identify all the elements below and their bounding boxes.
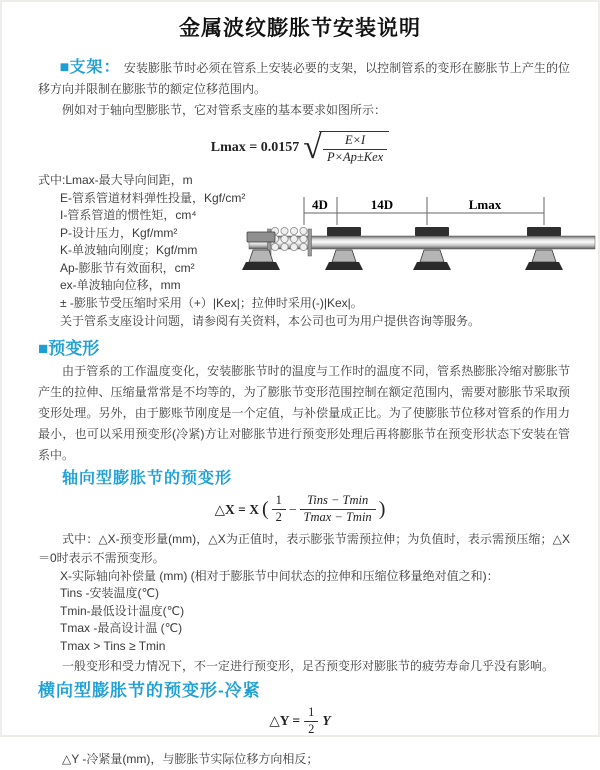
definition-item: Tins -安装温度(℃) <box>60 586 160 600</box>
fraction-numerator: 1 <box>304 705 318 722</box>
fraction-numerator: 1 <box>272 493 286 510</box>
support-intro-paragraph <box>38 57 570 100</box>
definition-item: X-实际轴向补偿量 (mm) (相对于膨胀节中间状态的拉伸和压缩位移量绝对值之和)： <box>60 568 499 583</box>
support-closing-line: 关于管系支座设计问题，请参阅有关资料，本公司也可为用户提供咨询等服务。 <box>60 314 481 328</box>
support-intro-text: 安装膨胀节时必须在管系上安装必要的支架，以控制管系的变形在膨胀节上产生的位移方向并限制在膨胀节的额定位移范围内。 <box>38 61 570 96</box>
definition-item: Tmax -最高设计温 (℃) <box>60 621 183 635</box>
formula-axial-preset <box>2 490 598 530</box>
fraction-denominator: P×Ap±Kex <box>326 149 384 164</box>
fraction-numerator: Tins − Tmin <box>300 493 376 510</box>
support-example-line: 例如对于轴向型膨胀节，它对管系支座的基本要求如图所示： <box>62 103 387 117</box>
axial-definition-list <box>38 568 570 656</box>
definition-item: Tmax > Tins ≥ Tmin <box>60 638 166 653</box>
definition-item: I-管系管道的惯性矩，cm⁴ <box>60 208 197 222</box>
page-title: 金属波纹膨胀节安装说明 <box>179 17 421 40</box>
section-marker-icon: ■ <box>38 338 49 358</box>
fraction-denominator: 2 <box>308 721 315 736</box>
axial-explanation: 式中：△X-预变形量(mm)，△X为正值时，表示膨张节需预拉伸；为负值时，表示需预压缩；△X＝0时表示不需预变形。 <box>38 531 570 565</box>
definition-item: E-管系管道材料弹性投量，Kgf/cm² <box>60 190 246 205</box>
definition-item: Tmin-最低设计温度(℃) <box>60 603 185 618</box>
preset-heading-text: 预变形 <box>48 338 100 358</box>
pipe-support-diagram <box>247 194 597 294</box>
axial-subsection-heading: 轴向型膨胀节的预变形 <box>62 469 233 487</box>
radicand <box>319 131 389 165</box>
definition-item: Ap-膨胀节有效面积，cm² <box>60 260 195 275</box>
lateral-subsection-heading: 横向型膨胀节的预变形-冷紧 <box>38 681 261 700</box>
preset-section-heading <box>38 337 570 361</box>
fraction-denominator: Tmax − Tmin <box>303 510 372 524</box>
square-root <box>303 131 389 165</box>
minus-operator: − <box>288 501 297 517</box>
fraction-numerator: E×I <box>323 133 387 150</box>
definition-item: K-单波轴向刚度；Kgf/mm <box>60 243 198 257</box>
fraction-denominator: 2 <box>275 510 282 524</box>
radical-sign-icon: √ <box>303 129 322 167</box>
preset-body-paragraph: 由于管系的工作温度变化，安装膨胀节时的温度与工作时的温度不同，管系热膨胀冷缩对膨胀节产生的拉伸、压缩量常常是不均等的，为了膨胀节变形范围控制在额定范围内，需要对膨胀节采取预变形处理。另外，由于膨账节刚度是一个定值，与补偿量成正比。为了使膨胀节位移对管系的作用力最小，也可以采用预变形(冷紧)方让对膨胀节进行预变形处理后再将膨胀节在预变形状态下安装在管系中。 <box>38 363 570 462</box>
formula-lateral-lhs: △Y = <box>269 713 301 728</box>
formula-axial-lhs: △X = X <box>214 501 259 517</box>
close-paren: ) <box>378 498 386 520</box>
formula-lateral-preset <box>2 702 598 740</box>
one-half-fraction <box>304 705 318 737</box>
dimension-label-lmax: Lmax <box>468 197 502 212</box>
pipe-support <box>242 232 280 270</box>
dimension-label-14d: 14D <box>370 197 394 212</box>
one-half-fraction <box>272 493 286 525</box>
definition-item: P-设计压力，Kgf/mm² <box>60 225 178 240</box>
temperature-fraction <box>300 493 376 525</box>
support-section-heading: 支架： <box>69 59 121 76</box>
dimension-lines <box>304 197 544 225</box>
open-paren: ( <box>261 498 269 520</box>
formula-lmax <box>2 126 598 170</box>
formula-lmax-lhs: Lmax = 0.0157 <box>210 140 300 155</box>
definition-item: ± -膨胀节受压缩时采用（+）|Kex|；拉伸时采用(-)|Kex|。 <box>60 295 363 310</box>
lmax-fraction <box>323 133 387 165</box>
definition-item: ex-单波轴向位移，mm <box>60 278 181 292</box>
section-marker-icon: ■ <box>59 59 70 76</box>
axial-note-line: 一般变形和受力情况下，不一定进行预变形，足否预变形对膨胀节的疲劳寿命几乎没有影响。 <box>62 659 555 673</box>
dimension-label-4d: 4D <box>312 197 328 212</box>
formula-lateral-rhs: Y <box>322 713 331 728</box>
lateral-note-line: △Y -冷紧量(mm)，与膨胀节实际位移方向相反； <box>62 752 319 766</box>
definition-item: 式中:Lmax-最大导向间距，m <box>38 173 193 187</box>
